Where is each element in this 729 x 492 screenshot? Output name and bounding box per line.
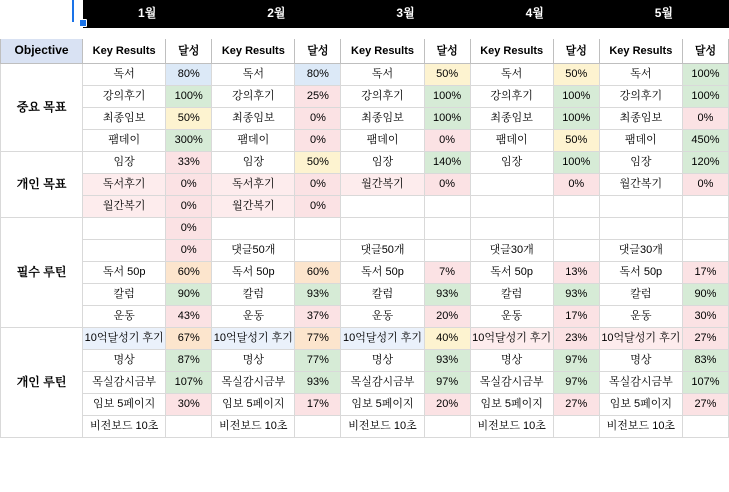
val-cell[interactable]: 97%	[553, 372, 599, 394]
table-row	[1, 64, 729, 86]
val-cell[interactable]: 60%	[166, 262, 212, 284]
kr-cell[interactable]: 운동	[599, 306, 682, 328]
val-cell[interactable]: 83%	[682, 350, 728, 372]
kr-cell[interactable]	[470, 218, 553, 240]
val-cell[interactable]: 0%	[295, 196, 341, 218]
kr-cell[interactable]: 강의후기	[212, 86, 295, 108]
kr-cell[interactable]	[83, 218, 166, 240]
table-row	[1, 328, 729, 350]
kr-cell[interactable]: 독서	[341, 64, 424, 86]
kr-cell[interactable]: 임장	[341, 152, 424, 174]
val-header-5: 달성	[682, 39, 728, 64]
val-cell[interactable]: 100%	[682, 86, 728, 108]
section-label-2: 개인 목표	[1, 152, 83, 218]
kr-cell[interactable]: 임장	[599, 152, 682, 174]
kr-cell[interactable]: 댓글50개	[212, 240, 295, 262]
val-cell[interactable]: 93%	[553, 284, 599, 306]
val-cell[interactable]: 107%	[682, 372, 728, 394]
kr-cell[interactable]: 목실감시금부	[83, 372, 166, 394]
kr-cell[interactable]: 10억달성기 후기	[341, 328, 424, 350]
kr-cell[interactable]: 명상	[470, 350, 553, 372]
val-cell[interactable]: 97%	[424, 372, 470, 394]
val-cell[interactable]: 20%	[424, 394, 470, 416]
val-cell[interactable]: 120%	[682, 152, 728, 174]
val-cell[interactable]: 17%	[682, 262, 728, 284]
val-cell[interactable]: 67%	[166, 328, 212, 350]
table-row	[1, 86, 729, 108]
kr-cell[interactable]: 임보 5페이지	[470, 394, 553, 416]
kr-cell[interactable]: 월간복기	[599, 174, 682, 196]
val-cell[interactable]: 0%	[424, 130, 470, 152]
val-cell[interactable]: 0%	[424, 174, 470, 196]
month-header-4: 4월	[470, 1, 599, 28]
kr-cell[interactable]: 칼럼	[470, 284, 553, 306]
kr-cell[interactable]: 임장	[212, 152, 295, 174]
table-row	[1, 306, 729, 328]
kr-cell[interactable]	[212, 218, 295, 240]
kr-cell[interactable]: 임보 5페이지	[599, 394, 682, 416]
kr-cell[interactable]: 임보 5페이지	[212, 394, 295, 416]
spacer-cell	[1, 28, 83, 39]
kr-cell[interactable]: 명상	[212, 350, 295, 372]
kr-cell[interactable]: 독서 50p	[599, 262, 682, 284]
val-cell[interactable]	[424, 240, 470, 262]
kr-header-2: Key Results	[212, 39, 295, 64]
kr-cell[interactable]: 최종임보	[599, 108, 682, 130]
val-cell[interactable]: 33%	[166, 152, 212, 174]
table-row	[1, 416, 729, 438]
table-row	[1, 196, 729, 218]
spacer-cell	[470, 28, 553, 39]
kr-cell[interactable]: 비전보드 10초	[83, 416, 166, 438]
kr-cell[interactable]: 월간복기	[83, 196, 166, 218]
val-cell[interactable]: 37%	[295, 306, 341, 328]
val-cell[interactable]: 40%	[424, 328, 470, 350]
table-row	[1, 108, 729, 130]
table-row	[1, 394, 729, 416]
kr-cell[interactable]: 최종임보	[341, 108, 424, 130]
spacer-cell	[682, 28, 728, 39]
val-cell[interactable]: 17%	[295, 394, 341, 416]
val-cell[interactable]: 93%	[295, 284, 341, 306]
kr-cell[interactable]: 목실감시금부	[212, 372, 295, 394]
section-label-1: 중요 목표	[1, 64, 83, 152]
val-cell[interactable]	[682, 218, 728, 240]
val-cell[interactable]: 0%	[553, 174, 599, 196]
header-blank-cell	[1, 1, 83, 28]
kr-cell[interactable]: 댓글50개	[341, 240, 424, 262]
val-cell[interactable]	[682, 196, 728, 218]
table-row	[1, 174, 729, 196]
table-row	[1, 262, 729, 284]
val-cell[interactable]: 0%	[682, 174, 728, 196]
val-cell[interactable]: 30%	[682, 306, 728, 328]
kr-header-5: Key Results	[599, 39, 682, 64]
kr-cell[interactable]: 댓글30개	[470, 240, 553, 262]
val-cell[interactable]: 0%	[166, 218, 212, 240]
kr-cell[interactable]: 최종임보	[212, 108, 295, 130]
kr-cell[interactable]	[83, 240, 166, 262]
kr-cell[interactable]	[341, 218, 424, 240]
val-cell[interactable]: 80%	[166, 64, 212, 86]
val-header-2: 달성	[295, 39, 341, 64]
val-cell[interactable]: 100%	[682, 64, 728, 86]
kr-cell[interactable]	[470, 174, 553, 196]
month-header-2: 2월	[212, 1, 341, 28]
val-cell[interactable]	[295, 416, 341, 438]
val-cell[interactable]: 90%	[682, 284, 728, 306]
spacer-cell	[341, 28, 424, 39]
kr-cell[interactable]: 운동	[470, 306, 553, 328]
val-cell[interactable]: 0%	[682, 108, 728, 130]
val-cell[interactable]	[424, 196, 470, 218]
kr-header-1: Key Results	[83, 39, 166, 64]
kr-header-3: Key Results	[341, 39, 424, 64]
val-cell[interactable]	[553, 416, 599, 438]
val-cell[interactable]: 100%	[166, 86, 212, 108]
kr-cell[interactable]: 강의후기	[599, 86, 682, 108]
val-cell[interactable]: 27%	[682, 328, 728, 350]
val-cell[interactable]: 100%	[553, 108, 599, 130]
month-header-1: 1월	[83, 1, 212, 28]
val-cell[interactable]: 300%	[166, 130, 212, 152]
val-cell[interactable]: 27%	[682, 394, 728, 416]
val-header-4: 달성	[553, 39, 599, 64]
kr-cell[interactable]: 임장	[470, 152, 553, 174]
kr-cell[interactable]: 칼럼	[341, 284, 424, 306]
kr-cell[interactable]: 월간복기	[212, 196, 295, 218]
spacer-cell	[83, 28, 166, 39]
val-cell[interactable]: 450%	[682, 130, 728, 152]
val-cell[interactable]	[424, 416, 470, 438]
table-row	[1, 350, 729, 372]
spacer-row	[1, 28, 729, 39]
val-cell[interactable]: 0%	[295, 108, 341, 130]
val-cell[interactable]: 0%	[166, 174, 212, 196]
table-row	[1, 130, 729, 152]
kr-cell[interactable]: 독서 50p	[212, 262, 295, 284]
val-cell[interactable]: 17%	[553, 306, 599, 328]
val-cell[interactable]: 50%	[553, 130, 599, 152]
kr-cell[interactable]: 임장	[83, 152, 166, 174]
val-cell[interactable]: 100%	[424, 108, 470, 130]
val-cell[interactable]: 30%	[166, 394, 212, 416]
val-cell[interactable]: 77%	[295, 350, 341, 372]
val-cell[interactable]: 80%	[295, 64, 341, 86]
kr-cell[interactable]: 강의후기	[83, 86, 166, 108]
kr-cell[interactable]: 독서	[83, 64, 166, 86]
kr-cell[interactable]: 임보 5페이지	[341, 394, 424, 416]
kr-cell[interactable]: 독서	[212, 64, 295, 86]
val-cell[interactable]: 20%	[424, 306, 470, 328]
kr-cell[interactable]: 독서후기	[83, 174, 166, 196]
val-cell[interactable]: 27%	[553, 394, 599, 416]
spacer-cell	[424, 28, 470, 39]
val-header-3: 달성	[424, 39, 470, 64]
kr-cell[interactable]: 칼럼	[212, 284, 295, 306]
kr-cell[interactable]: 명상	[599, 350, 682, 372]
kr-cell[interactable]: 비전보드 10초	[341, 416, 424, 438]
kr-cell[interactable]: 운동	[341, 306, 424, 328]
spacer-cell	[166, 28, 212, 39]
kr-cell[interactable]: 칼럼	[83, 284, 166, 306]
val-cell[interactable]: 100%	[424, 86, 470, 108]
column-header-row	[1, 39, 729, 64]
table-row	[1, 152, 729, 174]
kr-cell[interactable]: 10억달성기 후기	[212, 328, 295, 350]
val-cell[interactable]: 50%	[166, 108, 212, 130]
kr-cell[interactable]: 명상	[83, 350, 166, 372]
val-cell[interactable]	[166, 416, 212, 438]
val-cell[interactable]: 97%	[553, 350, 599, 372]
val-cell[interactable]	[553, 240, 599, 262]
val-cell[interactable]	[295, 240, 341, 262]
month-header-3: 3월	[341, 1, 470, 28]
kr-cell[interactable]: 10억달성기 후기	[83, 328, 166, 350]
kr-cell[interactable]: 목실감시금부	[470, 372, 553, 394]
kr-cell[interactable]: 10억달성기 후기	[470, 328, 553, 350]
table-row	[1, 240, 729, 262]
kr-cell[interactable]: 팸데이	[83, 130, 166, 152]
kr-cell[interactable]: 목실감시금부	[599, 372, 682, 394]
spacer-cell	[212, 28, 295, 39]
val-cell[interactable]: 23%	[553, 328, 599, 350]
kr-cell[interactable]: 운동	[212, 306, 295, 328]
kr-cell[interactable]: 독서 50p	[83, 262, 166, 284]
val-cell[interactable]	[682, 240, 728, 262]
kr-cell[interactable]: 최종임보	[83, 108, 166, 130]
val-cell[interactable]: 25%	[295, 86, 341, 108]
val-cell[interactable]: 0%	[166, 196, 212, 218]
kr-cell[interactable]: 댓글30개	[599, 240, 682, 262]
val-cell[interactable]: 50%	[553, 64, 599, 86]
kr-cell[interactable]: 독서 50p	[470, 262, 553, 284]
kr-cell[interactable]: 최종임보	[470, 108, 553, 130]
kr-cell[interactable]: 독서 50p	[341, 262, 424, 284]
month-header-5: 5월	[599, 1, 728, 28]
kr-cell[interactable]: 강의후기	[341, 86, 424, 108]
val-cell[interactable]: 0%	[295, 174, 341, 196]
val-cell[interactable]: 90%	[166, 284, 212, 306]
kr-cell[interactable]: 팸데이	[599, 130, 682, 152]
kr-cell[interactable]: 독서	[599, 64, 682, 86]
kr-cell[interactable]: 월간복기	[341, 174, 424, 196]
kr-cell[interactable]: 강의후기	[470, 86, 553, 108]
val-cell[interactable]: 93%	[424, 284, 470, 306]
kr-cell[interactable]: 비전보드 10초	[470, 416, 553, 438]
val-cell[interactable]	[553, 196, 599, 218]
val-cell[interactable]: 50%	[295, 152, 341, 174]
val-cell[interactable]: 60%	[295, 262, 341, 284]
kr-cell[interactable]: 독서	[470, 64, 553, 86]
kr-cell[interactable]	[341, 196, 424, 218]
table-row	[1, 372, 729, 394]
kr-cell[interactable]	[470, 196, 553, 218]
objective-header: Objective	[1, 39, 83, 64]
val-cell[interactable]: 100%	[553, 86, 599, 108]
kr-cell[interactable]	[599, 218, 682, 240]
val-cell[interactable]: 50%	[424, 64, 470, 86]
kr-cell[interactable]: 팸데이	[212, 130, 295, 152]
kr-cell[interactable]: 비전보드 10초	[599, 416, 682, 438]
val-cell[interactable]	[553, 218, 599, 240]
section-label-3: 필수 루틴	[1, 218, 83, 328]
kr-cell[interactable]: 칼럼	[599, 284, 682, 306]
kr-cell[interactable]	[599, 196, 682, 218]
kr-cell[interactable]: 비전보드 10초	[212, 416, 295, 438]
table-row	[1, 218, 729, 240]
val-cell[interactable]: 0%	[295, 130, 341, 152]
val-cell[interactable]	[682, 416, 728, 438]
val-cell[interactable]: 93%	[424, 350, 470, 372]
kr-cell[interactable]: 팸데이	[470, 130, 553, 152]
kr-cell[interactable]: 목실감시금부	[341, 372, 424, 394]
val-cell[interactable]	[424, 218, 470, 240]
kr-cell[interactable]: 독서후기	[212, 174, 295, 196]
val-cell[interactable]	[295, 218, 341, 240]
kr-cell[interactable]: 10억달성기 후기	[599, 328, 682, 350]
val-cell[interactable]: 43%	[166, 306, 212, 328]
spacer-cell	[599, 28, 682, 39]
kr-cell[interactable]: 운동	[83, 306, 166, 328]
val-cell[interactable]: 100%	[553, 152, 599, 174]
val-cell[interactable]: 0%	[166, 240, 212, 262]
kr-cell[interactable]: 임보 5페이지	[83, 394, 166, 416]
val-cell[interactable]: 87%	[166, 350, 212, 372]
val-cell[interactable]: 13%	[553, 262, 599, 284]
val-cell[interactable]: 107%	[166, 372, 212, 394]
kr-header-4: Key Results	[470, 39, 553, 64]
kr-cell[interactable]: 팸데이	[341, 130, 424, 152]
val-cell[interactable]: 7%	[424, 262, 470, 284]
table-row	[1, 284, 729, 306]
selection-fill-handle[interactable]	[79, 19, 87, 27]
val-cell[interactable]: 140%	[424, 152, 470, 174]
section-label-4: 개인 루틴	[1, 328, 83, 438]
kr-cell[interactable]: 명상	[341, 350, 424, 372]
month-header-row	[1, 1, 729, 28]
spacer-cell	[553, 28, 599, 39]
val-header-1: 달성	[166, 39, 212, 64]
val-cell[interactable]: 93%	[295, 372, 341, 394]
val-cell[interactable]: 77%	[295, 328, 341, 350]
spacer-cell	[295, 28, 341, 39]
